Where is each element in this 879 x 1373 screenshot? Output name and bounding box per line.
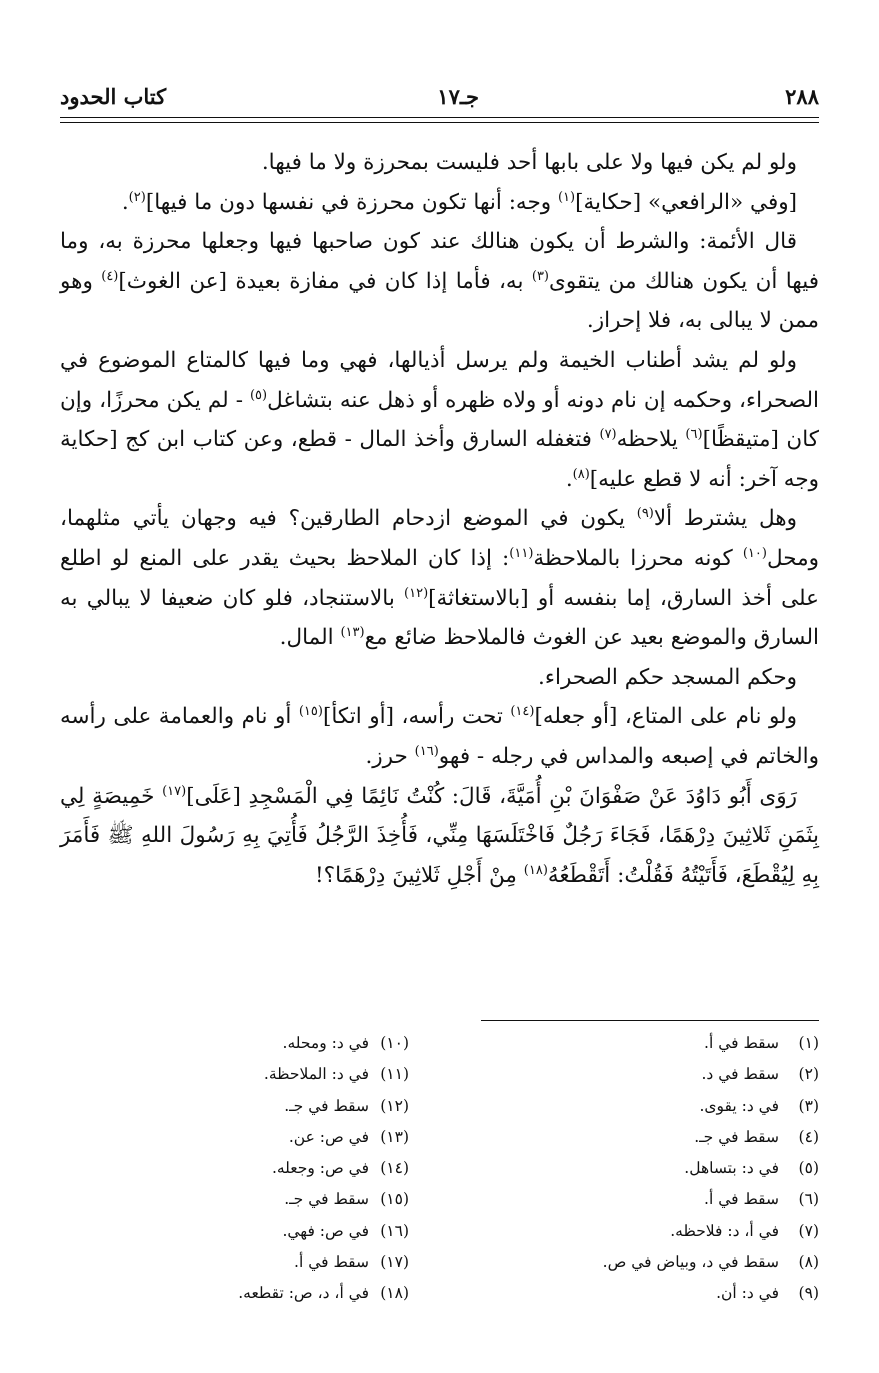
footnote-marker: (١٣) <box>340 624 365 640</box>
footnote-text: في د: بتساهل. <box>684 1159 779 1178</box>
footnote-text: سقط في د، وبياض في ص. <box>602 1253 779 1272</box>
book-title: كتاب الحدود <box>60 84 167 109</box>
footnote-number: (٣) <box>798 1096 819 1115</box>
footnote <box>519 1278 819 1309</box>
footnotes-left-column <box>109 1028 409 1310</box>
footnote-text: في د: الملاحظة. <box>263 1065 369 1084</box>
footnote <box>519 1153 819 1184</box>
paragraph <box>60 183 819 223</box>
text-run: وحكم المسجد حكم الصحراء. <box>538 664 797 690</box>
text-run: . <box>565 466 573 492</box>
footnote <box>519 1122 819 1153</box>
footnote-marker: (٣) <box>531 268 549 284</box>
paragraph <box>60 658 819 698</box>
footnote-text: في د: ومحله. <box>282 1034 369 1052</box>
footnote-number: (١٦) <box>380 1221 409 1240</box>
footnote-number: (٤) <box>798 1127 819 1146</box>
footnote <box>109 1028 409 1059</box>
text-run: المال. <box>279 625 341 651</box>
footnote-text: في أ، د: فلاحظه. <box>670 1221 779 1240</box>
footnote-text: في د: يقوى. <box>699 1096 779 1115</box>
footnote-number: (١٧) <box>380 1253 409 1272</box>
footnote-marker: (١٧) <box>162 783 187 799</box>
footnote <box>109 1247 409 1278</box>
footnote <box>109 1184 409 1215</box>
footnote-marker: (٦) <box>685 427 703 442</box>
footnote-marker: (٧) <box>599 427 617 442</box>
text-run: ولو لم يشد أطناب الخيمة ولم يرسل أذيالها، فهي وما فيها كالمتاع الموضوع في الصحراء، وحكمه إن نام دونه أو ولاه ظهره أو ذهل عنه بتشاغل <box>60 347 819 413</box>
footnotes-right-column <box>519 1028 819 1310</box>
text-run: [وفي «الرافعي» [حكاية] <box>575 189 797 215</box>
text-run: رَوَى أَبُو دَاوُدَ عَنْ صَفْوَانَ بْنِ أُمَيَّةَ، قَالَ: كُنْتُ نَائِمًا فِي الْمَسْجِدِ [عَلَى] <box>186 783 797 809</box>
footnote-number: (١٣) <box>380 1127 409 1146</box>
main-text <box>60 143 819 895</box>
footnote-text: في أ، د، ص: تقطعه. <box>238 1284 369 1303</box>
footnote <box>519 1216 819 1247</box>
footnote-number: (١١) <box>380 1065 409 1084</box>
text-run: - لم يكن محرزًا، وإن كان [متيقظًا] <box>60 387 819 453</box>
paragraph <box>60 341 819 499</box>
text-run: فتغفله السارق وأخذ المال - قطع، وعن كتاب ابن كج [حكاية وجه آخر: أنه لا قطع عليه] <box>60 427 819 492</box>
footnote-marker: (١٠) <box>742 545 767 561</box>
text-run: : إذا كان الملاحظ بحيث يقدر على المنع لو اطلع على أخذ السارق، إما بنفسه أو [بالاستغاثة] <box>60 545 819 611</box>
text-run: وجه: أنها تكون محرزة في نفسها دون ما فيها] <box>145 189 558 215</box>
footnote <box>519 1091 819 1122</box>
footnote-text: في ص: عن. <box>288 1127 369 1146</box>
footnote-marker: (٢) <box>128 189 146 205</box>
running-header <box>60 84 819 118</box>
footnote <box>519 1059 819 1090</box>
footnote-text: سقط في د. <box>701 1065 779 1084</box>
footnote-marker: (١٤) <box>510 704 535 720</box>
footnote-number: (٨) <box>798 1253 819 1272</box>
footnote <box>519 1184 819 1215</box>
footnote-text: في ص: وجعله. <box>271 1159 369 1178</box>
text-run: وهل يشترط ألا <box>653 506 797 532</box>
footnote-text: سقط في جـ. <box>694 1127 779 1146</box>
footnote-marker: (٨) <box>572 466 590 482</box>
volume-label: جـ١٧ <box>437 84 479 109</box>
header-rule-top <box>60 117 819 118</box>
footnote <box>109 1122 409 1153</box>
text-run: خَمِيصَةٍ لِي بِثَمَنِ ثَلاثِينَ دِرْهَمًا، فَجَاءَ رَجُلٌ فَاخْتَلَسَهَا مِنِّي، فَأُخِذَ الرَّجُلُ فَأُتِيَ بِهِ رَسُولَ اللهِ ﷺ فَأَمَرَ بِهِ لِيُقْطَعَ، فَأَتَيْتُهُ فَقُلْتُ: أَتَقْطَعُهُ <box>60 783 819 888</box>
footnote-marker: (١٦) <box>414 743 439 759</box>
text-run: ولو نام على المتاع، [أو جعله] <box>534 704 797 730</box>
footnote-marker: (٥) <box>249 387 268 403</box>
footnote-text: في د: أن. <box>716 1284 779 1303</box>
header-rule-bottom <box>60 122 819 123</box>
text-run: يكون في الموضع ازدحام الطارقين؟ فيه وجهان يأتي مثلهما، ومحل <box>60 506 819 571</box>
footnote-text: في ص: فهي. <box>282 1221 369 1240</box>
footnote-marker: (١٨) <box>523 862 548 878</box>
footnote-number: (٩) <box>798 1284 819 1303</box>
text-run: حرز. <box>365 743 415 769</box>
page-number: ٢٨٨ <box>785 84 819 109</box>
footnote <box>109 1153 409 1184</box>
footnote-text: سقط في أ. <box>294 1253 369 1272</box>
footnote-number: (٦) <box>798 1190 819 1209</box>
footnote <box>519 1247 819 1278</box>
footnote-number: (٧) <box>798 1221 819 1240</box>
text-run: مِنْ أَجْلِ ثَلاثِينَ دِرْهَمًا؟! <box>315 862 524 888</box>
paragraph <box>60 143 819 183</box>
footnote-number: (١) <box>798 1034 819 1052</box>
footnote-number: (١٠) <box>380 1034 409 1052</box>
footnote-marker: (١) <box>557 189 576 205</box>
text-run: أو نام والعمامة على رأسه والخاتم في إصبعه والمداس في رجله - فهو <box>60 704 819 769</box>
footnote-separator <box>481 1020 819 1021</box>
footnote-number: (١٤) <box>380 1159 409 1178</box>
footnote <box>109 1278 409 1309</box>
footnote-marker: (١٢) <box>404 585 429 601</box>
paragraph <box>60 697 819 776</box>
footnote-number: (٢) <box>798 1065 819 1084</box>
footnote <box>109 1216 409 1247</box>
footnote-number: (٥) <box>798 1159 819 1178</box>
footnote-marker: (١١) <box>509 545 534 561</box>
text-run: بالاستنجاد، فلو كان ضعيفا لا يبالي به السارق والموضع بعيد عن الغوث فالملاحظ ضائع مع <box>60 585 819 651</box>
paragraph <box>60 777 819 896</box>
footnote-marker: (٤) <box>101 268 119 284</box>
text-run: به، فأما إذا كان في مفازة بعيدة [عن الغوث] <box>118 268 532 294</box>
footnote-marker: (٩) <box>636 506 654 522</box>
footnote-text: سقط في جـ. <box>284 1190 369 1209</box>
footnote-text: سقط في أ. <box>704 1034 779 1052</box>
paragraph <box>60 222 819 341</box>
text-run: . <box>121 189 129 215</box>
footnote-text: سقط في جـ. <box>284 1096 369 1115</box>
text-run: يلاحظه <box>616 427 686 453</box>
footnote <box>109 1091 409 1122</box>
footnote <box>519 1028 819 1059</box>
footnote-marker: (١٥) <box>298 704 323 720</box>
text-run: ولو لم يكن فيها ولا على بابها أحد فليست بمحرزة ولا ما فيها. <box>261 150 797 175</box>
footnote-number: (١٥) <box>380 1190 409 1209</box>
footnote <box>109 1059 409 1090</box>
text-run: قال الأئمة: والشرط أن يكون هنالك عند كون صاحبها فيها وجعلها محرزة به، وما فيها أن يكون هنالك من يتقوى <box>60 229 819 294</box>
paragraph <box>60 499 819 657</box>
text-run: وهو ممن لا يبالى به، فلا إحراز. <box>60 268 819 334</box>
footnote-number: (١٢) <box>380 1096 409 1115</box>
text-run: تحت رأسه، [أو اتكأ] <box>322 704 511 730</box>
text-run: كونه محرزا بالملاحظة <box>533 545 743 571</box>
footnote-number: (١٨) <box>380 1284 409 1303</box>
footnote-text: سقط في أ. <box>704 1190 779 1209</box>
